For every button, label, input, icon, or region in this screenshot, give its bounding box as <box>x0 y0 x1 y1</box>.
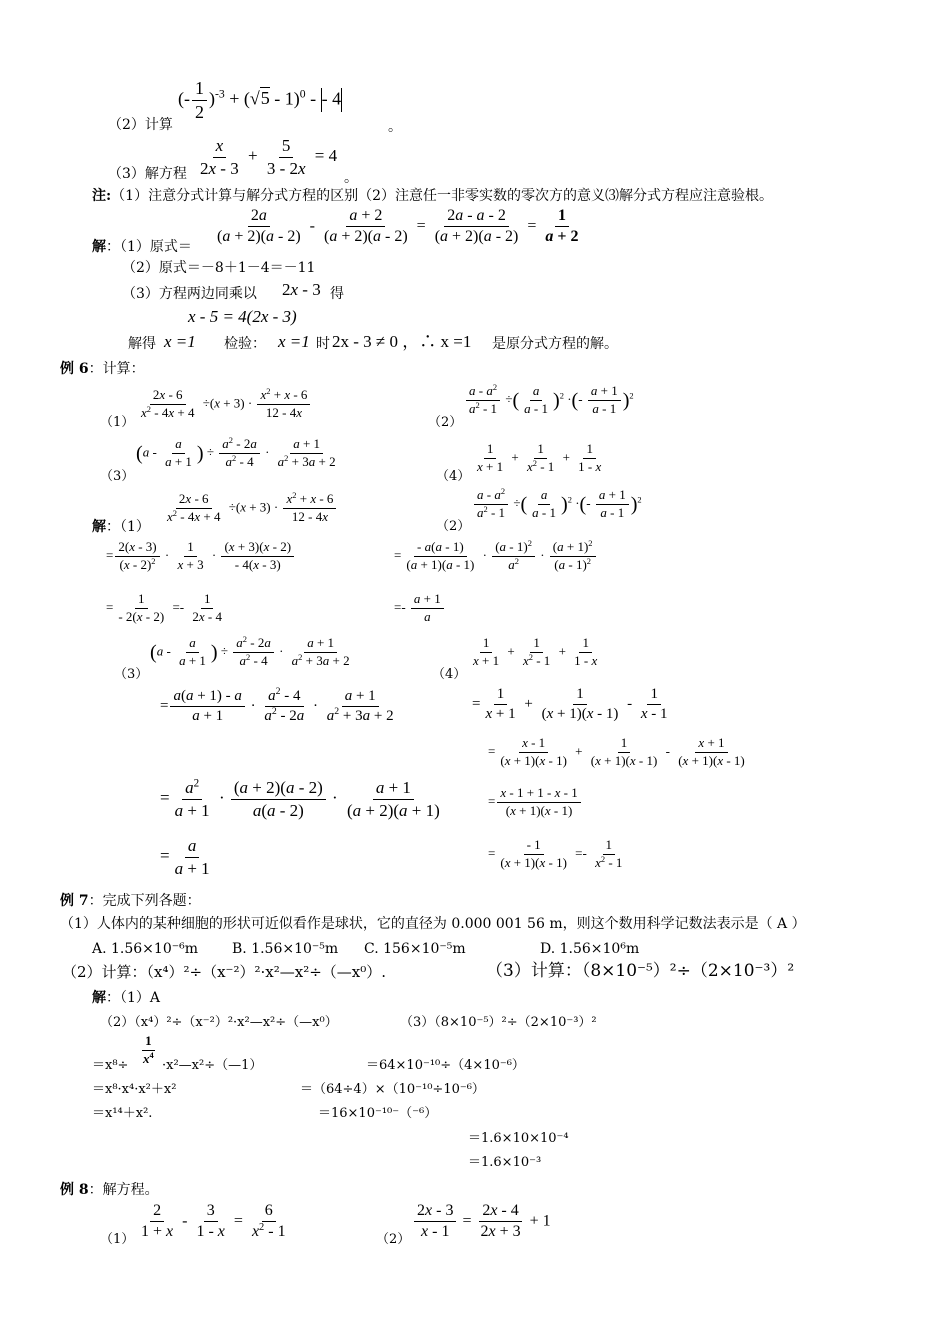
ex7-s3-l5: ＝1.6×10⁻³ <box>468 1155 542 1170</box>
check-label: 检验： <box>224 336 266 352</box>
ex6-sol2-step2: =- $\frac{a + 1}{a}$ <box>394 592 446 625</box>
q3-label: （3）解方程 <box>108 166 187 182</box>
ex6-p1-expr: $\frac{2x - 6}{x^2 - 4x + 4}$ ÷(x + 3) · $\frac{x^2 + x - 6}{12 - 4x}$ <box>136 388 312 421</box>
ex8-p2-label: （2） <box>376 1232 411 1247</box>
ex8-head: 例 8 <box>60 1182 89 1198</box>
solve-x: x =1 <box>164 332 196 351</box>
ex7-sol2-head: （2）（x⁴）²÷（x⁻²）²·x²—x²÷（—x⁰） <box>100 1015 338 1030</box>
ex8-p1-label: （1） <box>100 1232 135 1247</box>
ex7-opt-a: A. 1.56×10⁻⁶m <box>92 941 199 957</box>
check-end: 是原分式方程的解。 <box>492 336 618 352</box>
ex7-opt-d: D. 1.56×10⁶m <box>540 941 640 957</box>
ex7-sol1: ：（1）A <box>106 990 161 1006</box>
ex6-sol4-step2: = $\frac{x - 1}{(x + 1)(x - 1)}$ + $\frac{1}{(x + 1)(x - 1)}$ - $\frac{x + 1}{(x + 1)(x - 1)}$ <box>488 735 745 768</box>
ex7-q1: （1）人体内的某种细胞的形状可近似看作是球状，它的直径为 0.000 001 56 m，则这个数用科学记数法表示是（ A ） <box>60 916 806 932</box>
ex6-heading <box>60 362 145 376</box>
q2-label: （2）计算 <box>108 117 173 133</box>
sol1-expression: $\frac{2a}{(a + 2)(a - 2)}$ - $\frac{a + 2}{(a + 2)(a - 2)}$ = $\frac{2a - a - 2}{(a + 2)(a - 2)}$ = $\frac{1}{a + 2}$ <box>217 207 579 246</box>
ex6-sol4-step3: = $\frac{x - 1 + 1 - x - 1}{(x + 1)(x - 1)}$ <box>488 786 583 819</box>
q3-equation: $\frac{x}{2x - 3}$ + $\frac{5}{3 - 2x}$ = 4 <box>200 136 338 178</box>
ex7-s3-l4: ＝1.6×10×10⁻⁴ <box>468 1131 569 1146</box>
ex7-s2-l3: ＝x¹⁴＋x². <box>92 1106 153 1121</box>
check-x: x =1 <box>278 332 310 351</box>
sol3-text: （3）方程两边同乘以 <box>122 286 257 302</box>
ex6-sol2-label: （2） <box>436 519 471 534</box>
ex7-s2-l1a: ＝x⁸÷ <box>92 1058 129 1073</box>
sol1-line <box>92 240 192 254</box>
ex7-s2-l1b: ·x²—x²÷（—1） <box>162 1058 263 1073</box>
ex7-s3-l2: ＝（64÷4）×（10⁻¹⁰÷10⁻⁶） <box>300 1082 485 1097</box>
ex7-sol1-line <box>92 991 160 1005</box>
sol-head: 解 <box>92 239 106 255</box>
note-line <box>92 189 773 203</box>
ex7-s2-l2: ＝x⁸·x⁴·x²＋x² <box>92 1082 177 1097</box>
note-head: 注: <box>92 188 112 204</box>
ex6-sol2-step1: = $\frac{- a(a - 1)}{(a + 1)(a - 1)}$ · $\frac{(a - 1)^2}{a^2}$ · $\frac{(a + 1)^2}{(a - 1)^2}$ <box>394 540 598 573</box>
ex6-p3-expr: (a - $\frac{a}{a + 1}$ ) ÷ $\frac{a^2 - 2a}{a^2 - 4}$ · $\frac{a + 1}{a^2 + 3a + 2}$ <box>136 434 336 469</box>
check-cond: 2x - 3 ≠ 0 ，∴ x =1 <box>332 332 472 351</box>
ex6-sol1-expr: $\frac{2x - 6}{x^2 - 4x + 4}$ ÷(x + 3) · $\frac{x^2 + x - 6}{12 - 4x}$ <box>162 492 338 525</box>
ex7-sol3-head: （3）（8×10⁻⁵）²÷（2×10⁻³）² <box>400 1015 597 1030</box>
ex6-sol4-label: （4） <box>432 667 467 682</box>
solve-label: 解得 <box>128 336 156 352</box>
ex7-sol-head: 解 <box>92 990 106 1006</box>
ex7-head: 例 7 <box>60 893 89 909</box>
ex6-sol4-step1: = $\frac{1}{x + 1}$ + $\frac{1}{(x + 1)(x - 1)}$ - $\frac{1}{x - 1}$ <box>472 686 668 723</box>
ex6-sol1-num2: （1） <box>120 519 150 535</box>
sol3-end: 得 <box>330 286 344 302</box>
ex8-text: ：解方程。 <box>88 1182 159 1198</box>
q3-end: 。 <box>344 170 358 186</box>
ex6-sol3-expr: (a - $\frac{a}{a + 1}$ ) ÷ $\frac{a^2 - 2a}{a^2 - 4}$ · $\frac{a + 1}{a^2 + 3a + 2}$ <box>150 633 350 668</box>
q2-expression: (- $\frac{1}{2}$ )$^{-3}$ + (√5 - 1)$^0$ - - 4 <box>178 78 342 122</box>
ex8-p1-equation: $\frac{2}{1 + x}$ - $\frac{3}{1 - x}$ = $\frac{6}{x^2 - 1}$ <box>141 1202 286 1241</box>
ex7-text: ：完成下列各题： <box>88 893 201 909</box>
ex7-opt-c: C. 156×10⁻⁵m <box>364 941 466 957</box>
ex6-p1-label: （1） <box>100 415 135 430</box>
check-when: 时 <box>316 336 330 352</box>
ex6-sol-head: 解 <box>92 519 106 535</box>
ex8-heading <box>60 1183 159 1197</box>
sol1-label: ：（1）原式＝ <box>106 239 192 255</box>
ex6-sol4-step4: = $\frac{- 1}{(x + 1)(x - 1)}$ =- $\frac{1}{x^2 - 1}$ <box>488 837 623 870</box>
sol3-eq: x - 5 = 4(2x - 3) <box>188 307 297 326</box>
ex8-p2-equation: $\frac{2x - 3}{x - 1}$ = $\frac{2x - 4}{2x + 3}$ + 1 <box>412 1202 551 1242</box>
note-text: （1）注意分式计算与解分式方程的区别（2）注意任一非零实数的零次方的意义⑶解分式方程应注意验根。 <box>111 188 773 204</box>
ex7-heading <box>60 894 201 908</box>
ex7-s3-l1: ＝64×10⁻¹⁰÷（4×10⁻⁶） <box>366 1058 525 1073</box>
ex6-p2-expr: $\frac{a - a^2}{a^2 - 1}$ ÷( $\frac{a}{a - 1}$ )$^2$ ·(- $\frac{a + 1}{a - 1}$ )$^2$ <box>464 384 634 417</box>
ex6-p4-expr: $\frac{1}{x + 1}$ + $\frac{1}{x^2 - 1}$ + $\frac{1}{1 - x}$ <box>477 441 602 474</box>
ex6-sol1-label <box>92 520 150 534</box>
ex6-sol3-step2: = $\frac{a^2}{a + 1}$ · $\frac{(a + 2)(a - 2)}{a(a - 2)}$ · $\frac{a + 1}{(a + 2)(a + 1)}$ <box>160 777 440 820</box>
ex6-head: 例 6 <box>60 361 89 377</box>
ex6-sol1-step2: = $\frac{1}{- 2(x - 2)}$ =- $\frac{1}{2x - 4}$ <box>106 591 223 624</box>
ex7-opt-b: B. 1.56×10⁻⁵m <box>232 941 339 957</box>
ex7-q2: （2）计算：（x⁴）²÷（x⁻²）²·x²—x²÷（—x⁰）. <box>62 963 387 981</box>
ex6-sol1-num: ： <box>106 519 120 535</box>
ex7-q3: （3）计算：（8×10⁻⁵）²÷（2×10⁻³）² <box>486 961 795 981</box>
q2-end: 。 <box>388 119 402 135</box>
ex7-s3-l3: ＝16×10⁻¹⁰⁻（⁻⁶） <box>318 1106 438 1121</box>
ex6-text: ：计算： <box>88 361 145 377</box>
ex7-s2-frac: $\frac{1}{x^4}$ <box>143 1033 154 1066</box>
ex6-sol3-label: （3） <box>114 667 149 682</box>
sol2-text: （2）原式＝－8＋1－4＝－11 <box>122 260 316 276</box>
ex6-p4-label: （4） <box>436 469 471 484</box>
ex6-p2-label: （2） <box>428 415 463 430</box>
ex6-sol2-expr: $\frac{a - a^2}{a^2 - 1}$ ÷( $\frac{a}{a - 1}$ )$^2$ ·(- $\frac{a + 1}{a - 1}$ )$^2$ <box>472 488 642 521</box>
ex6-sol3-step3: = $\frac{a}{a + 1}$ <box>160 836 210 878</box>
sol3-multiplier: 2x - 3 <box>282 280 321 299</box>
ex6-sol4-expr: $\frac{1}{x + 1}$ + $\frac{1}{x^2 - 1}$ + $\frac{1}{1 - x}$ <box>473 635 598 668</box>
ex6-sol1-step1: = $\frac{2(x - 3)}{(x - 2)^2}$ · $\frac{1}{x + 3}$ · $\frac{(x + 3)(x - 2)}{- 4(x - 3)}$ <box>106 540 296 573</box>
ex6-sol3-step1: = $\frac{a(a + 1) - a}{a + 1}$ · $\frac{a^2 - 4}{a^2 - 2a}$ · $\frac{a + 1}{a^2 + 3a + 2}$ <box>160 686 394 725</box>
ex6-p3-label: （3） <box>100 469 135 484</box>
